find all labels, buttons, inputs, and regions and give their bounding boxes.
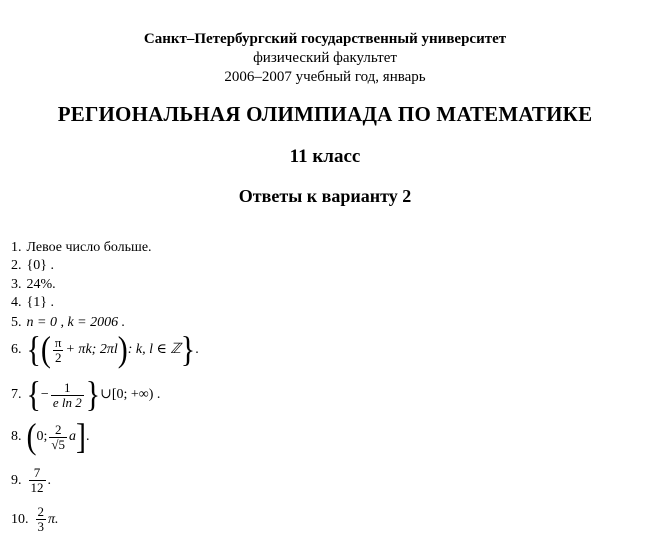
left-paren: ( — [40, 329, 51, 370]
answer-number: 1. — [11, 240, 22, 255]
answer-3 — [11, 277, 56, 293]
answer-number: 10. — [11, 511, 29, 527]
answer-end: π. — [48, 511, 59, 527]
fraction — [51, 381, 84, 410]
denominator: 12 — [30, 480, 44, 495]
answer-6 — [11, 329, 199, 370]
left-brace: { — [26, 329, 41, 370]
academic-year: 2006–2007 учебный год, январь — [224, 69, 426, 85]
numerator: 7 — [33, 465, 41, 480]
denominator: √5 — [51, 436, 66, 452]
right-paren: ) — [117, 329, 128, 370]
numerator: π — [54, 334, 62, 350]
answer-text: 24%. — [26, 277, 56, 292]
answer-number: 6. — [11, 342, 22, 357]
answer-5 — [11, 315, 125, 331]
denominator: 2 — [54, 349, 62, 365]
answer-text: 0; — [36, 429, 48, 444]
answer-end: . — [86, 429, 90, 444]
answer-end: . — [47, 472, 51, 488]
answer-text: Левое число больше. — [26, 240, 152, 255]
numerator: 1 — [64, 379, 71, 395]
fraction — [29, 466, 46, 495]
olympiad-title: РЕГИОНАЛЬНАЯ ОЛИМПИАДА ПО МАТЕМАТИКЕ — [57, 102, 593, 126]
denominator: e ln 2 — [52, 394, 82, 410]
answer-number: 4. — [11, 295, 22, 310]
grade-heading: 11 класс — [289, 146, 361, 167]
answer-number: 9. — [11, 472, 22, 488]
answer-text: + πk; 2πl — [65, 342, 118, 357]
answer-text: ∪[0; +∞) . — [100, 387, 161, 402]
answer-number: 3. — [11, 277, 22, 292]
answer-end: . — [195, 342, 199, 357]
answer-number: 5. — [11, 315, 22, 330]
university-name: Санкт–Петербургский государственный университет — [143, 31, 507, 47]
right-brace: } — [180, 329, 196, 370]
variant-heading: Ответы к варианту 2 — [238, 186, 412, 206]
answer-text: {1} . — [26, 295, 54, 310]
minus-sign: − — [40, 387, 49, 402]
answer-2 — [11, 258, 54, 274]
answer-7 — [11, 374, 161, 415]
numerator: 2 — [54, 421, 62, 437]
answer-text: n = 0 , k = 2006 . — [26, 315, 126, 330]
right-brace: } — [85, 374, 101, 415]
fraction — [49, 423, 67, 452]
denominator: 3 — [37, 519, 44, 534]
answer-number: 8. — [11, 429, 22, 444]
answer-1 — [11, 240, 152, 256]
answer-number: 7. — [11, 387, 22, 402]
answer-number: 2. — [11, 258, 22, 273]
right-bracket: ] — [76, 416, 87, 457]
fraction — [36, 505, 47, 534]
answer-text: : k, l ∈ ℤ — [127, 342, 181, 357]
answer-8 — [11, 416, 90, 457]
answer-10 — [11, 505, 59, 534]
numerator: 2 — [37, 504, 44, 519]
faculty-name: физический факультет — [253, 50, 397, 66]
fraction — [53, 336, 64, 365]
left-paren: ( — [26, 416, 37, 457]
answer-9 — [11, 466, 51, 495]
answer-text: a — [69, 429, 77, 444]
answer-text: {0} . — [26, 258, 54, 273]
left-brace: { — [26, 374, 41, 415]
answer-4 — [11, 295, 54, 311]
